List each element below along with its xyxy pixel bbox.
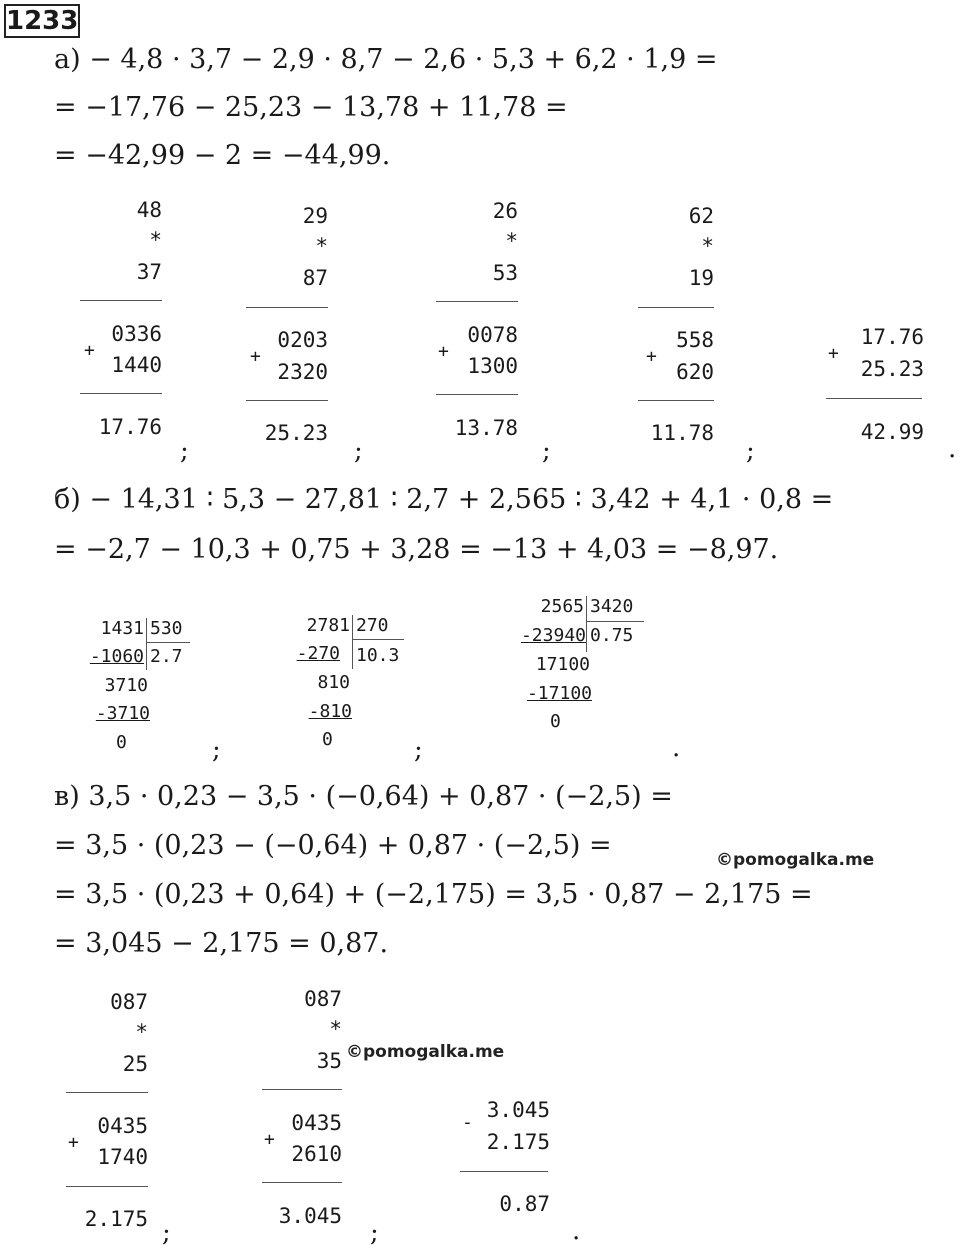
quotient: 2.7 — [150, 646, 183, 667]
sum-rule — [246, 400, 328, 401]
watermark: ©pomogalka.me — [716, 850, 875, 870]
mult-sign: * — [315, 234, 328, 258]
mult-factor-a: 087 — [110, 990, 148, 1014]
difference: 0.87 — [499, 1192, 550, 1216]
divisor-rule — [352, 639, 404, 640]
problem-number: 1233 — [6, 6, 79, 36]
mult-sign: * — [149, 228, 162, 252]
remainder-2: 0 — [116, 732, 127, 753]
part-c-line-2: = 3,5 · (0,23 − (−0,64) + 0,87 · (−2,5) = — [54, 830, 612, 861]
partial-2: 2610 — [291, 1142, 342, 1166]
part-a-line-2: = −17,76 − 25,23 − 13,78 + 11,78 = — [54, 92, 568, 123]
mult-factor-b: 25 — [122, 1052, 148, 1076]
mult-factor-a: 62 — [688, 204, 714, 228]
partial-2: 1300 — [467, 354, 518, 378]
subtrahend-2: -810 — [308, 701, 352, 722]
mult-sign: * — [505, 229, 518, 253]
addend-1: 17.76 — [860, 325, 924, 349]
separator: ; — [354, 436, 363, 466]
plus-sign: + — [828, 343, 839, 364]
separator: ; — [746, 436, 755, 466]
minus-sign: - — [462, 1112, 473, 1133]
plus-sign: + — [264, 1129, 275, 1150]
end-period: . — [948, 434, 957, 464]
subtrahend-1: -1060 — [89, 646, 144, 667]
divisor: 530 — [150, 618, 183, 639]
addend-2: 25.23 — [860, 357, 924, 381]
partial-2: 620 — [676, 360, 714, 384]
mult-factor-b: 37 — [136, 260, 162, 284]
part-b-line-2: = −2,7 − 10,3 + 0,75 + 3,28 = −13 + 4,03 = −8,97. — [54, 534, 779, 565]
plus-sign: + — [250, 346, 261, 367]
mult-rule — [66, 1092, 148, 1093]
subtrahend: 2.175 — [486, 1130, 550, 1154]
division-bar — [146, 618, 147, 670]
subtrahend-1: -23940 — [520, 625, 586, 646]
product: 11.78 — [650, 421, 714, 445]
divisor-rule — [146, 642, 190, 643]
sum-rule — [80, 393, 162, 394]
subtrahend-2: -3710 — [95, 703, 150, 724]
partial-1: 558 — [676, 328, 714, 352]
divisor-rule — [586, 621, 644, 622]
mult-sign: * — [329, 1017, 342, 1041]
subtrahend-2: -17100 — [526, 683, 592, 704]
end-period: . — [672, 733, 681, 763]
mult-rule — [436, 301, 518, 302]
product: 3.045 — [278, 1204, 342, 1228]
separator: ; — [542, 436, 551, 466]
mult-factor-a: 48 — [136, 198, 162, 222]
mult-factor-b: 19 — [688, 266, 714, 290]
divisor: 3420 — [590, 596, 634, 617]
remainder-2: 0 — [550, 711, 561, 732]
plus-sign: + — [438, 341, 449, 362]
division-bar — [586, 596, 587, 652]
partial-2: 1740 — [97, 1145, 148, 1169]
mult-rule — [262, 1089, 342, 1090]
partial-1: 0203 — [277, 328, 328, 352]
sum: 42.99 — [860, 420, 924, 444]
partial-1: 0078 — [467, 323, 518, 347]
separator: ; — [212, 735, 221, 765]
end-period: . — [572, 1216, 581, 1246]
remainder-1: 3710 — [104, 675, 148, 696]
part-c-line-1: в) 3,5 · 0,23 − 3,5 · (−0,64) + 0,87 · (−2,5) = — [54, 781, 673, 812]
sum-rule — [66, 1186, 148, 1187]
sum-rule — [826, 398, 922, 399]
mult-sign: * — [135, 1020, 148, 1044]
plus-sign: + — [84, 340, 95, 361]
part-a-line-1: а) − 4,8 · 3,7 − 2,9 · 8,7 − 2,6 · 5,3 + 6,2 · 1,9 = — [54, 44, 718, 75]
remainder-2: 0 — [322, 729, 333, 750]
partial-2: 2320 — [277, 360, 328, 384]
dividend: 2781 — [306, 615, 350, 636]
mult-factor-a: 087 — [304, 987, 342, 1011]
product: 2.175 — [84, 1207, 148, 1231]
separator: ; — [414, 735, 423, 765]
plus-sign: + — [646, 346, 657, 367]
remainder-1: 17100 — [535, 654, 590, 675]
division-bar — [352, 615, 353, 669]
product: 17.76 — [98, 415, 162, 439]
separator: ; — [162, 1218, 171, 1248]
partial-1: 0336 — [111, 322, 162, 346]
watermark-2: ©pomogalka.me — [346, 1042, 505, 1062]
sum-rule — [436, 394, 518, 395]
mult-rule — [80, 300, 162, 301]
mult-sign: * — [701, 234, 714, 258]
partial-1: 0435 — [291, 1111, 342, 1135]
subtrahend-1: -270 — [296, 643, 340, 664]
difference-rule — [460, 1171, 548, 1172]
mult-rule — [638, 307, 714, 308]
dividend: 2565 — [540, 596, 584, 617]
part-b-line-1: б) − 14,31 ∶ 5,3 − 27,81 ∶ 2,7 + 2,565 ∶ 3,42 + 4,1 · 0,8 = — [54, 484, 834, 515]
minuend: 3.045 — [486, 1098, 550, 1122]
product: 13.78 — [454, 416, 518, 440]
part-c-line-4: = 3,045 − 2,175 = 0,87. — [54, 928, 389, 959]
remainder-1: 810 — [317, 672, 350, 693]
mult-rule — [246, 307, 328, 308]
separator: ; — [370, 1218, 379, 1248]
divisor: 270 — [356, 615, 389, 636]
product: 25.23 — [264, 421, 328, 445]
mult-factor-b: 35 — [316, 1049, 342, 1073]
mult-factor-a: 29 — [302, 204, 328, 228]
quotient: 0.75 — [590, 625, 634, 646]
sum-rule — [262, 1182, 342, 1183]
part-c-line-3: = 3,5 · (0,23 + 0,64) + (−2,175) = 3,5 · 0,87 − 2,175 = — [54, 879, 813, 910]
partial-2: 1440 — [111, 353, 162, 377]
mult-factor-b: 87 — [302, 266, 328, 290]
separator: ; — [180, 436, 189, 466]
plus-sign: + — [68, 1132, 79, 1153]
part-a-line-3: = −42,99 − 2 = −44,99. — [54, 140, 391, 171]
mult-factor-b: 53 — [492, 261, 518, 285]
dividend: 1431 — [100, 618, 144, 639]
mult-factor-a: 26 — [492, 199, 518, 223]
quotient: 10.3 — [356, 645, 400, 666]
partial-1: 0435 — [97, 1114, 148, 1138]
sum-rule — [638, 400, 714, 401]
